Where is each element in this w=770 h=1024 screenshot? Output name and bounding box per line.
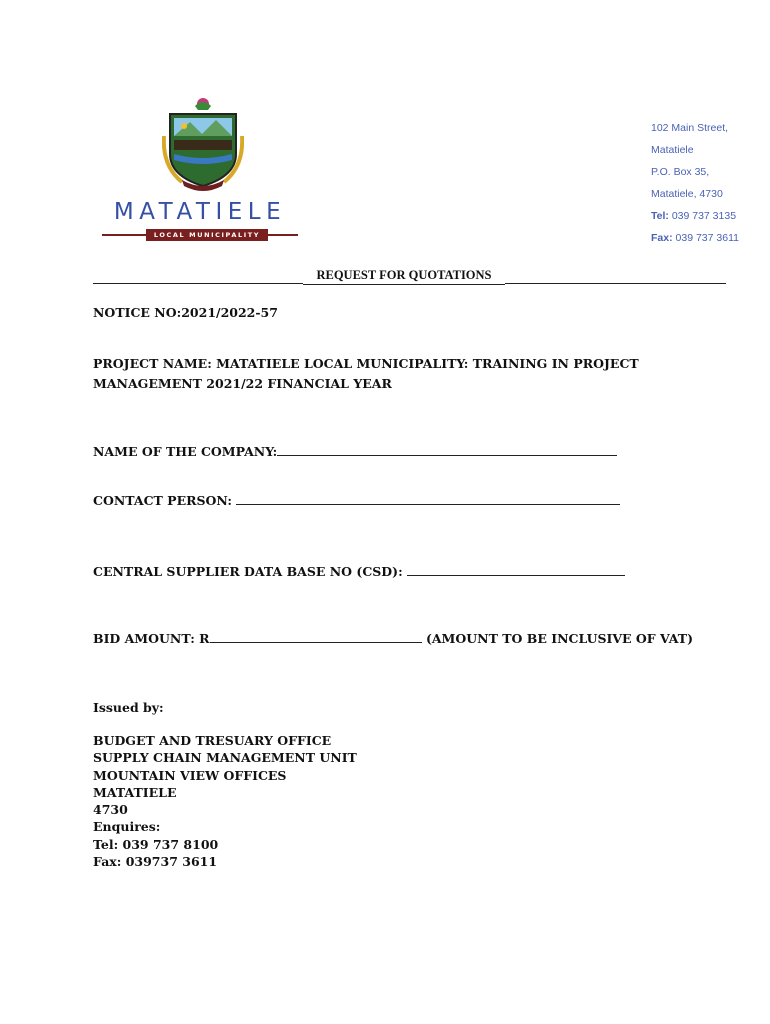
office-line: SUPPLY CHAIN MANAGEMENT UNIT (93, 750, 357, 766)
document-title: REQUEST FOR QUOTATIONS (303, 266, 505, 285)
address-street: 102 Main Street, (651, 122, 729, 134)
bid-amount-note: (AMOUNT TO BE INCLUSIVE OF VAT) (425, 631, 693, 646)
fax-label: Fax: (651, 232, 673, 244)
company-name-field (93, 442, 617, 462)
municipality-brand-subtitle: LOCAL MUNICIPALITY (146, 229, 268, 241)
office-line: Fax: 039737 3611 (93, 854, 218, 870)
municipal-address (651, 120, 761, 252)
address-town: Matatiele (651, 144, 694, 156)
company-name-label: NAME OF THE COMPANY: (93, 444, 278, 459)
notice-number: NOTICE NO:2021/2022-57 (93, 305, 278, 320)
office-line: MATATIELE (93, 784, 177, 800)
office-line: Tel: 039 737 8100 (93, 836, 219, 852)
project-name-line-2: MANAGEMENT 2021/22 FINANCIAL YEAR (93, 376, 392, 391)
bid-amount-label: BID AMOUNT: R (93, 631, 210, 646)
title-rule-left (93, 283, 303, 284)
csd-field (93, 562, 625, 582)
bid-amount-blank[interactable] (210, 630, 422, 643)
address-tel (651, 208, 761, 230)
municipality-brand-name: MATATIELE (113, 199, 287, 225)
office-line: 4730 (93, 802, 128, 818)
office-line: MOUNTAIN VIEW OFFICES (93, 767, 287, 783)
office-line: BUDGET AND TRESUARY OFFICE (93, 733, 332, 748)
csd-blank[interactable] (407, 563, 625, 576)
issued-by-heading: Issued by: (93, 700, 164, 715)
tel-label: Tel: (651, 210, 669, 222)
document-title-row (93, 266, 726, 286)
address-town-code: Matatiele, 4730 (651, 188, 723, 200)
address-fax (651, 230, 761, 252)
address-po-box: P.O. Box 35, (651, 166, 710, 178)
company-name-blank[interactable] (277, 443, 617, 456)
project-name-line-1: PROJECT NAME: MATATIELE LOCAL MUNICIPALITY: TRAINING IN PROJECT (93, 356, 639, 371)
fax-value: 039 737 3611 (675, 232, 739, 244)
csd-label: CENTRAL SUPPLIER DATA BASE NO (CSD): (93, 564, 403, 579)
contact-person-field (93, 491, 620, 511)
contact-person-blank[interactable] (236, 492, 620, 505)
municipal-crest-logo (162, 96, 244, 192)
contact-person-label: CONTACT PERSON: (93, 493, 233, 508)
office-line: Enquires: (93, 819, 161, 835)
issuing-office-block (93, 732, 357, 870)
bid-amount-field (93, 629, 693, 649)
tel-value: 039 737 3135 (671, 210, 737, 222)
title-rule-right (505, 283, 726, 284)
